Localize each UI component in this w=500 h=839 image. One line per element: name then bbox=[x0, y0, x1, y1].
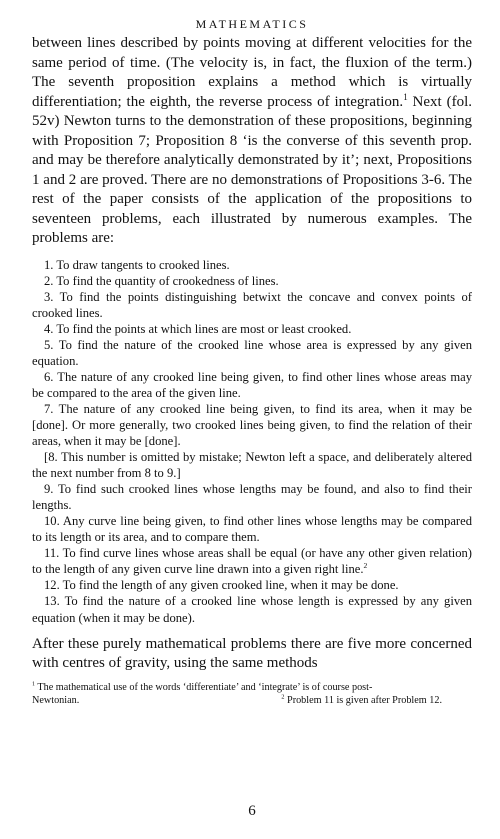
footnotes bbox=[32, 681, 472, 707]
page-number: 6 bbox=[248, 803, 256, 819]
footnote-ref-1: 1 bbox=[403, 91, 408, 102]
problem-list bbox=[32, 257, 472, 626]
intro-text-part2: Next (fol. 52v) Newton turns to the demonstration of these propositions, beginning with Proposition 7; Proposition 8 ‘is the converse of this seventh prop. and may be therefore analytically demonstrated by it’; next, Propositions 1 and 2 are proved. There are no demonstrations of Propositions 3-6. The rest of the paper consists of the application of the propositions to seventeen problems, each illustrated by numerous examples. The problems are: bbox=[32, 93, 472, 246]
footnote-ref-2: 2 bbox=[363, 561, 368, 571]
footnote-2-text: Problem 11 is given after Problem 12. bbox=[284, 694, 442, 706]
running-head: MATHEMATICS bbox=[195, 17, 309, 31]
footnote-2-mark: 2 bbox=[281, 694, 285, 701]
intro-text-part1: between lines described by points moving at different velocities for the same period of time. (The velocity is, in fact, the fluxion of the term.) The seventh proposition explains a method which is virtually differentiation; the eighth, the reverse process of integration. bbox=[32, 35, 472, 110]
footnote-line-2 bbox=[32, 694, 472, 707]
footnote-2 bbox=[281, 694, 442, 707]
footnote-1-mark: 1 bbox=[32, 681, 36, 688]
problem-item: 7. The nature of any crooked line being given, to find its area, when it may be [done]. Or more generally, two crooked lines being given, to find the relation of their areas, when it may be [done]. bbox=[32, 401, 472, 449]
problem-item: 1. To draw tangents to crooked lines. bbox=[44, 257, 230, 272]
book-page bbox=[32, 0, 472, 819]
footnote-1-text: The mathematical use of the words ‘differentiate’ and ‘integrate’ is of course post- bbox=[35, 681, 373, 693]
footnote-1 bbox=[32, 681, 472, 694]
problem-item: 10. Any curve line being given, to find other lines whose lengths may be compared to its length or its area, and to compare them. bbox=[32, 514, 472, 545]
problem-item: 2. To find the quantity of crookedness of lines. bbox=[44, 273, 279, 288]
problem-item: 4. To find the points at which lines are most or least crooked. bbox=[44, 321, 352, 336]
problem-item: 6. The nature of any crooked line being given, to find other lines whose areas may be compared to the area of the given line. bbox=[32, 369, 472, 400]
problem-item: 5. To find the nature of the crooked line whose area is expressed by any given equation. bbox=[32, 337, 472, 368]
problem-11-text: 11. To find curve lines whose areas shall be equal (or have any other given relation) to the length of any given curve line drawn into a given right line. bbox=[32, 546, 472, 577]
footnote-1-continued: Newtonian. bbox=[32, 694, 80, 706]
problem-item-11 bbox=[32, 545, 472, 577]
editorial-note: [8. This number is omitted by mistake; Newton left a space, and deliberately altered the next number from 8 to 9.] bbox=[32, 450, 472, 481]
problem-item: 12. To find the length of any given crooked line, when it may be done. bbox=[44, 578, 399, 593]
problem-item: 13. To find the nature of a crooked line whose length is expressed by any given equation (when it may be done). bbox=[32, 594, 472, 625]
problem-item: 9. To find such crooked lines whose lengths may be found, and also to find their lengths. bbox=[32, 482, 472, 513]
intro-paragraph bbox=[32, 34, 472, 249]
closing-paragraph: After these purely mathematical problems there are five more concerned with centres of gravity, using the same methods bbox=[32, 635, 472, 672]
problem-item: 3. To find the points distinguishing betwixt the concave and convex points of crooked lines. bbox=[32, 289, 472, 320]
